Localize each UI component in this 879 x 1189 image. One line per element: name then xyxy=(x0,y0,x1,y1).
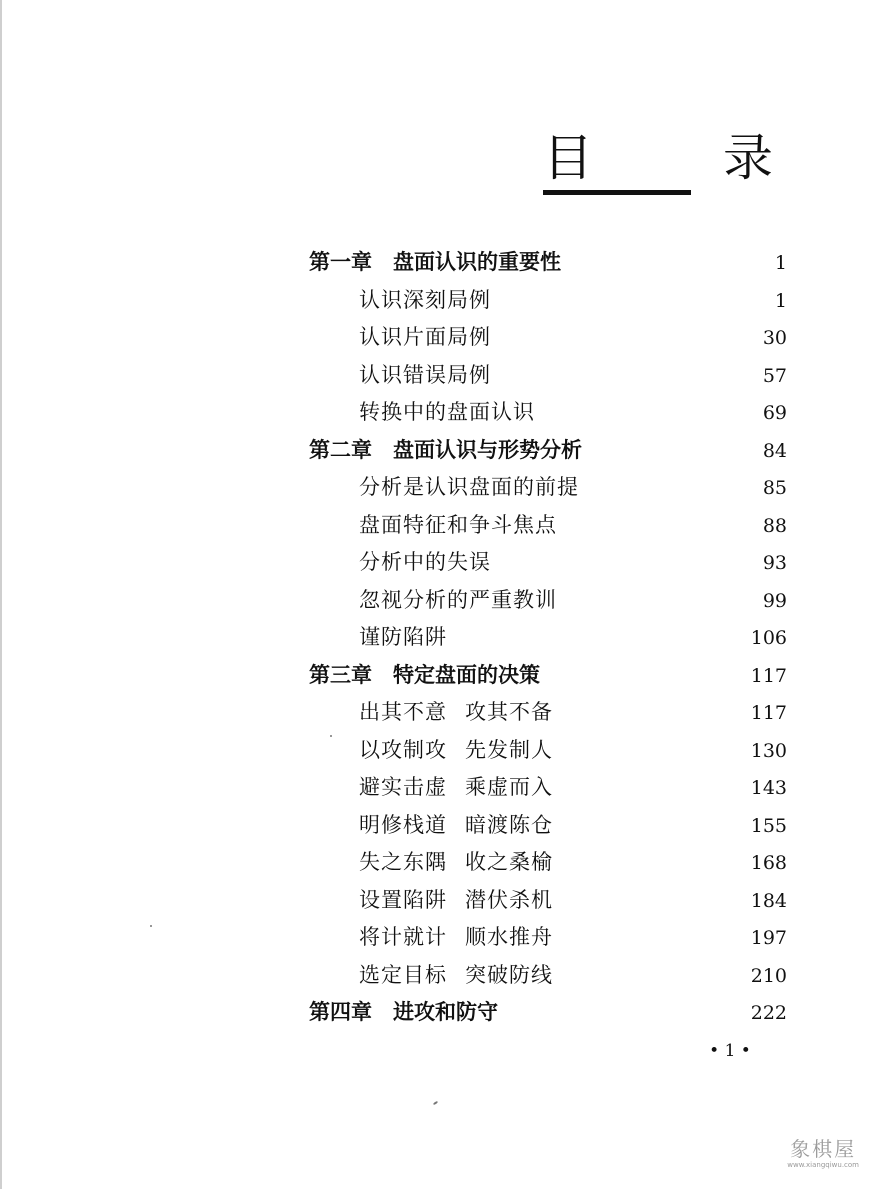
entry-label-second: 先发制人 xyxy=(465,737,553,762)
toc-section-row xyxy=(0,957,879,995)
section-title xyxy=(359,886,553,914)
section-title xyxy=(359,286,491,314)
section-title xyxy=(359,586,557,614)
entry-page-number: 106 xyxy=(750,627,787,649)
watermark-name: 象棋屋 xyxy=(790,1137,857,1161)
toc-section-row xyxy=(0,394,879,432)
toc-section-row xyxy=(0,882,879,920)
entry-page-number: 155 xyxy=(750,814,787,837)
entry-label: 忽视分析的严重教训 xyxy=(359,587,557,612)
toc-section-row xyxy=(0,619,879,657)
entry-page-number: 1 xyxy=(774,252,787,274)
toc-section-row xyxy=(0,694,879,732)
entry-page-number: 117 xyxy=(750,664,787,687)
toc-section-row xyxy=(0,844,879,882)
chapter-title xyxy=(309,436,582,464)
chapter-title xyxy=(309,998,498,1026)
toc-section-row xyxy=(0,469,879,507)
entry-page-number: 30 xyxy=(762,327,787,349)
watermark-url: www.xiangqiwu.com xyxy=(787,1161,859,1169)
title-underline xyxy=(543,190,691,195)
entry-label-second: 暗渡陈仓 xyxy=(465,812,553,837)
entry-label: 认识深刻局例 xyxy=(359,287,491,312)
scan-speck xyxy=(150,925,152,927)
entry-page-number: 197 xyxy=(750,927,787,949)
entry-page-number: 93 xyxy=(762,552,787,574)
entry-label: 明修栈道 xyxy=(359,812,447,837)
entry-label: 第二章 盘面认识与形势分析 xyxy=(309,437,582,462)
chapter-title xyxy=(309,248,561,276)
toc-section-row xyxy=(0,319,879,357)
entry-label-second: 潜伏杀机 xyxy=(465,887,553,912)
entry-label-second: 乘虚而入 xyxy=(465,775,553,799)
toc-chapter-row xyxy=(0,432,879,470)
section-title xyxy=(359,511,557,539)
watermark xyxy=(787,1137,859,1170)
entry-page-number: 99 xyxy=(762,589,787,612)
page-title: 目 录 xyxy=(543,129,813,187)
entry-page-number: 168 xyxy=(750,852,787,874)
entry-page-number: 1 xyxy=(774,289,787,312)
toc-chapter-row xyxy=(0,994,879,1032)
entry-page-number: 143 xyxy=(750,777,787,799)
toc-section-row xyxy=(0,769,879,807)
section-title xyxy=(359,698,553,726)
section-title xyxy=(359,323,491,351)
entry-label: 认识片面局例 xyxy=(359,325,491,349)
entry-label: 分析是认识盘面的前提 xyxy=(359,475,579,499)
section-title xyxy=(359,398,535,426)
toc-section-row xyxy=(0,732,879,770)
entry-page-number: 84 xyxy=(762,439,787,462)
entry-label-second: 攻其不备 xyxy=(465,700,553,724)
entry-page-number: 130 xyxy=(750,739,787,762)
section-title xyxy=(359,623,447,651)
entry-label-second: 突破防线 xyxy=(465,962,553,987)
section-title xyxy=(359,473,579,501)
section-title xyxy=(359,961,553,989)
section-title xyxy=(359,811,553,839)
entry-label-second: 收之桑榆 xyxy=(465,850,553,874)
chapter-title xyxy=(309,661,540,689)
toc-chapter-row xyxy=(0,244,879,282)
toc-section-row xyxy=(0,544,879,582)
entry-label: 转换中的盘面认识 xyxy=(359,400,535,424)
entry-label: 避实击虚 xyxy=(359,775,447,799)
entry-label: 以攻制攻 xyxy=(359,737,447,762)
toc-section-row xyxy=(0,357,879,395)
entry-label: 出其不意 xyxy=(359,700,447,724)
entry-label: 第四章 进攻和防守 xyxy=(309,1000,498,1024)
entry-label: 谨防陷阱 xyxy=(359,625,447,649)
entry-label: 设置陷阱 xyxy=(359,887,447,912)
entry-label: 第三章 特定盘面的决策 xyxy=(309,662,540,687)
section-title xyxy=(359,361,491,389)
entry-page-number: 57 xyxy=(762,364,787,387)
toc-section-row xyxy=(0,582,879,620)
section-title xyxy=(359,773,553,801)
entry-page-number: 88 xyxy=(762,514,787,537)
section-title xyxy=(359,736,553,764)
entry-page-number: 222 xyxy=(750,1002,787,1024)
entry-label: 盘面特征和争斗焦点 xyxy=(359,512,557,537)
toc-section-row xyxy=(0,919,879,957)
entry-page-number: 69 xyxy=(762,402,787,424)
entry-label-second: 顺水推舟 xyxy=(465,925,553,949)
page-number: • 1 • xyxy=(709,1041,751,1061)
toc-section-row xyxy=(0,282,879,320)
entry-label: 第一章 盘面认识的重要性 xyxy=(309,250,561,274)
entry-page-number: 85 xyxy=(762,477,787,499)
entry-label: 分析中的失误 xyxy=(359,550,491,574)
entry-label: 选定目标 xyxy=(359,962,447,987)
entry-label: 将计就计 xyxy=(359,925,447,949)
scan-speck xyxy=(433,1101,438,1106)
scan-speck xyxy=(330,735,332,737)
entry-label: 认识错误局例 xyxy=(359,362,491,387)
table-of-contents xyxy=(0,244,879,1032)
entry-page-number: 184 xyxy=(750,889,787,912)
toc-section-row xyxy=(0,507,879,545)
section-title xyxy=(359,848,553,876)
toc-section-row xyxy=(0,807,879,845)
entry-page-number: 117 xyxy=(750,702,787,724)
section-title xyxy=(359,923,553,951)
entry-page-number: 210 xyxy=(750,964,787,987)
section-title xyxy=(359,548,491,576)
toc-chapter-row xyxy=(0,657,879,695)
entry-label: 失之东隅 xyxy=(359,850,447,874)
